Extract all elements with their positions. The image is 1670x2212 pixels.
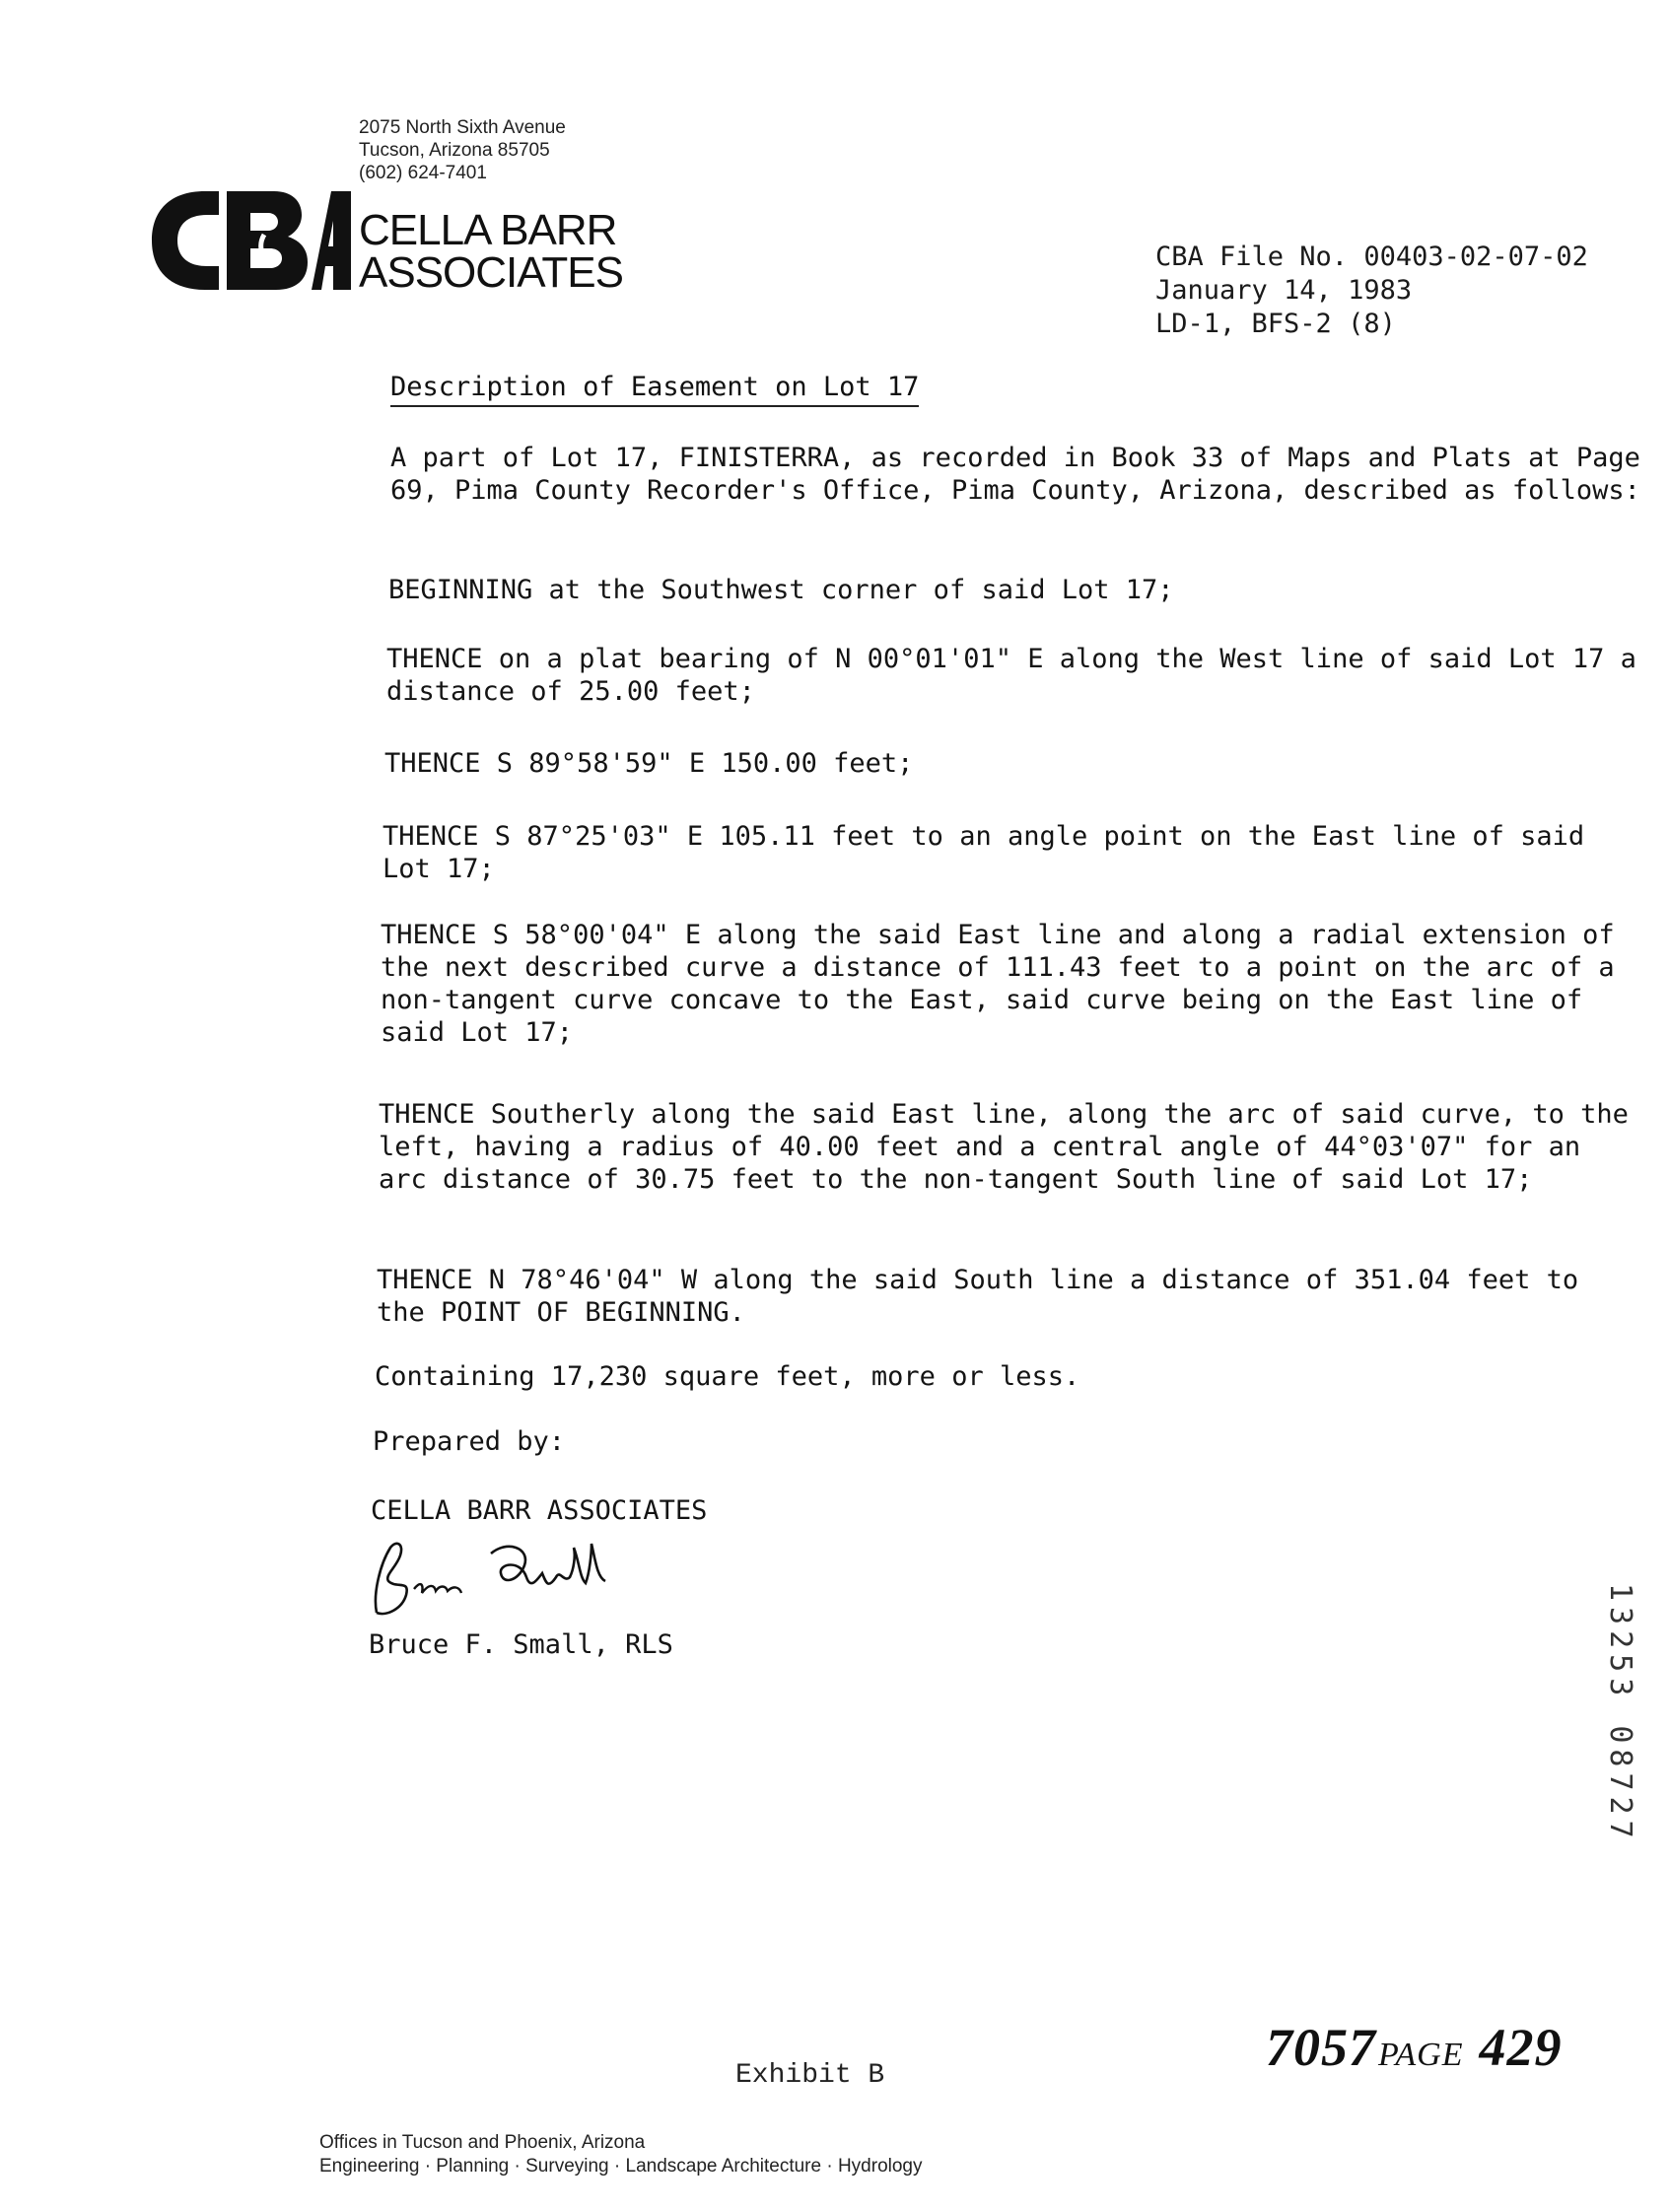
company-address — [359, 116, 566, 184]
address-line1: 2075 North Sixth Avenue — [359, 117, 566, 138]
document-date: January 14, 1983 — [1155, 275, 1413, 306]
paragraph-course-2: THENCE S 89°58'59" E 150.00 feet; — [384, 748, 914, 779]
company-name-line1: CELLA BARR — [359, 206, 617, 254]
address-line2: Tucson, Arizona 85705 — [359, 140, 550, 161]
footer-services: Engineering · Planning · Surveying · Landscape Architecture · Hydrology — [319, 2156, 923, 2177]
reference-code: LD-1, BFS-2 (8) — [1155, 309, 1396, 339]
preparer-company: CELLA BARR ASSOCIATES — [371, 1495, 708, 1526]
prepared-by-label: Prepared by: — [373, 1426, 566, 1457]
company-name — [359, 206, 623, 297]
footer-offices: Offices in Tucson and Phoenix, Arizona — [319, 2132, 646, 2153]
paragraph-course-3: THENCE S 87°25'03" E 105.11 feet to an angle point on the East line of said Lot 17; — [383, 821, 1585, 884]
paragraph-area: Containing 17,230 square feet, more or less. — [375, 1361, 1080, 1392]
signer-name: Bruce F. Small, RLS — [369, 1629, 673, 1660]
book-number: 7057 — [1266, 2018, 1376, 2077]
page-number: 429 — [1479, 2018, 1563, 2077]
phone-number: (602) 624-7401 — [359, 163, 487, 183]
exhibit-label: Exhibit B — [735, 2060, 885, 2091]
signature-icon — [363, 1534, 659, 1623]
recording-number-stamp: 13253 08727 — [1603, 1583, 1637, 1844]
paragraph-intro: A part of Lot 17, FINISTERRA, as recorded in Book 33 of Maps and Plats at Page 69, Pima County Recorder's Office, Pima County, Arizona, described as follows: — [390, 443, 1640, 506]
paragraph-course-4: THENCE S 58°00'04" E along the said East line and along a radial extension of the next described curve a distance of 111.43 feet to a point on the arc of a non-tangent curve concave to the East, said curve being on the East line of said Lot 17; — [381, 920, 1615, 1048]
paragraph-course-1: THENCE on a plat bearing of N 00°01'01" E along the West line of said Lot 17 a distance of 25.00 feet; — [386, 644, 1636, 707]
paragraph-beginning: BEGINNING at the Southwest corner of said Lot 17; — [388, 575, 1174, 605]
reference-block — [1155, 241, 1588, 341]
paragraph-course-6: THENCE N 78°46'04" W along the said South line a distance of 351.04 feet to the POINT OF BEGINNING. — [377, 1265, 1579, 1328]
paragraph-course-5: THENCE Southerly along the said East line, along the arc of said curve, to the left, having a radius of 40.00 feet and a central angle of 44°03'07" for an arc distance of 30.75 feet to the non-tangent South line of said Lot 17; — [379, 1099, 1629, 1195]
page-label: PAGE — [1378, 2037, 1464, 2073]
file-number: CBA File No. 00403-02-07-02 — [1155, 242, 1588, 272]
document-title: Description of Easement on Lot 17 — [390, 371, 919, 407]
book-page-stamp — [1266, 2017, 1562, 2078]
cba-logo-icon — [148, 185, 355, 296]
company-name-line2: ASSOCIATES — [359, 248, 623, 297]
letterhead-footer — [319, 2131, 923, 2178]
